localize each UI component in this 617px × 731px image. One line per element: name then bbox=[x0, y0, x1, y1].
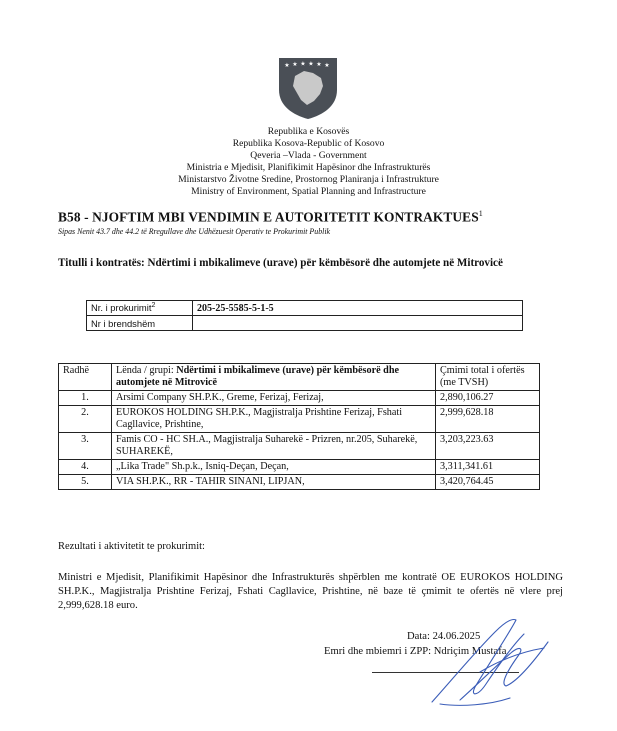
contract-title: Titulli i kontratës: Ndërtimi i mbikalimeve (urave) për këmbësorë dhe automjete në Mitrovicë bbox=[58, 257, 503, 269]
table-row bbox=[59, 406, 540, 433]
footnote-marker: 2 bbox=[151, 302, 156, 310]
price-header: Çmimi total i ofertës (me TVSH) bbox=[436, 364, 540, 391]
svg-text:★: ★ bbox=[324, 62, 330, 69]
header-line: Ministria e Mjedisit, Planifikimit Hapësinor dhe Infrastrukturës bbox=[186, 162, 431, 173]
kosovo-coat-of-arms-icon bbox=[277, 56, 339, 120]
result-text: Ministri e Mjedisit, Planifikimit Hapësinor dhe Infrastrukturës shpërblen me kontratë OE EUROKOS HOLDING SH.P.K., Magjistralja Prishtine Ferizaj, Fshati Cagllavice, Prishtine, në baze të çmimit te ofertës në vlere prej 2,999,628.18 euro. bbox=[58, 572, 563, 611]
table-row bbox=[59, 391, 540, 406]
rank-header: Radhë bbox=[59, 364, 112, 391]
header-line: Ministry of Environment, Spatial Planning and Infrastructure bbox=[191, 186, 426, 197]
notice-title bbox=[58, 209, 483, 225]
notice-title-text: B58 - NJOFTIM MBI VENDIMIN E AUTORITETIT KONTRAKTUES bbox=[58, 209, 479, 225]
svg-text:★: ★ bbox=[300, 60, 306, 68]
procurement-number-value: 205-25-5585-5-1-5 bbox=[193, 301, 523, 316]
table-row bbox=[59, 475, 540, 490]
svg-text:★: ★ bbox=[292, 61, 298, 68]
result-label: Rezultati i aktivitetit te prokurimit: bbox=[58, 541, 205, 552]
table-header-row bbox=[59, 364, 540, 391]
lot-header: Lënda / grupi: Ndërtimi i mbikalimeve (urave) për këmbësorë dhe automjete në Mitrovicë bbox=[112, 364, 436, 391]
offers-table bbox=[58, 363, 540, 490]
notice-subtitle: Sipas Nenit 43.7 dhe 44.2 të Rregullave dhe Udhëzuesit Operativ te Prokurimit Publik bbox=[58, 227, 331, 236]
internal-number-label: Nr i brendshëm bbox=[87, 316, 193, 331]
offer-price: 3,311,341.61 bbox=[436, 460, 540, 475]
header-line: Republika Kosova-Republic of Kosovo bbox=[232, 138, 385, 149]
offer-bidder: EUROKOS HOLDING SH.P.K., Magjistralja Prishtine Ferizaj, Fshati Cagllavice, Prishtine, bbox=[112, 406, 436, 433]
header-line: Republika e Kosovës bbox=[267, 126, 350, 137]
table-row bbox=[87, 316, 523, 331]
svg-text:★: ★ bbox=[284, 62, 290, 69]
internal-number-value bbox=[193, 316, 523, 331]
procurement-number-label: Nr. i prokurimit$^2$ bbox=[87, 301, 193, 316]
offer-bidder: „Lika Trade" Sh.p.k., Isniq-Deçan, Deçan, bbox=[112, 460, 436, 475]
table-row bbox=[59, 433, 540, 460]
offer-rank: 4. bbox=[59, 460, 112, 475]
offer-bidder: Arsimi Company SH.P.K., Greme, Ferizaj, Ferizaj, bbox=[112, 391, 436, 406]
offer-price: 3,420,764.45 bbox=[436, 475, 540, 490]
header-line: Ministarstvo Životne Sredine, Prostornog Planiranja i Infrastrukture bbox=[178, 174, 439, 185]
header-line: Qeveria –Vlada - Government bbox=[250, 150, 367, 161]
procurement-number-table bbox=[86, 300, 523, 331]
offer-price: 2,999,628.18 bbox=[436, 406, 540, 433]
offer-bidder: VIA SH.P.K., RR - TAHIR SINANI, LIPJAN, bbox=[112, 475, 436, 490]
svg-text:★: ★ bbox=[308, 60, 314, 68]
offer-rank: 3. bbox=[59, 433, 112, 460]
offer-price: 2,890,106.27 bbox=[436, 391, 540, 406]
signer-name: Emri dhe mbiemri i ZPP: Ndriçim Mustafa bbox=[324, 646, 507, 657]
offer-bidder: Famis CO - HC SH.A., Magjistralja Suharekë - Prizren, nr.205, Suharekë, SUHAREKË, bbox=[112, 433, 436, 460]
table-row bbox=[87, 301, 523, 316]
handwritten-signature-icon bbox=[420, 612, 560, 712]
footnote-marker: 1 bbox=[478, 209, 483, 218]
offer-rank: 2. bbox=[59, 406, 112, 433]
offer-price: 3,203,223.63 bbox=[436, 433, 540, 460]
table-row bbox=[59, 460, 540, 475]
lot-name: Ndërtimi i mbikalimeve (urave) për këmbësorë dhe automjete në Mitrovicë bbox=[116, 365, 400, 388]
offer-rank: 5. bbox=[59, 475, 112, 490]
svg-text:★: ★ bbox=[316, 61, 322, 68]
government-header bbox=[0, 126, 617, 198]
signature-date: Data: 24.06.2025 bbox=[407, 631, 481, 642]
offer-rank: 1. bbox=[59, 391, 112, 406]
